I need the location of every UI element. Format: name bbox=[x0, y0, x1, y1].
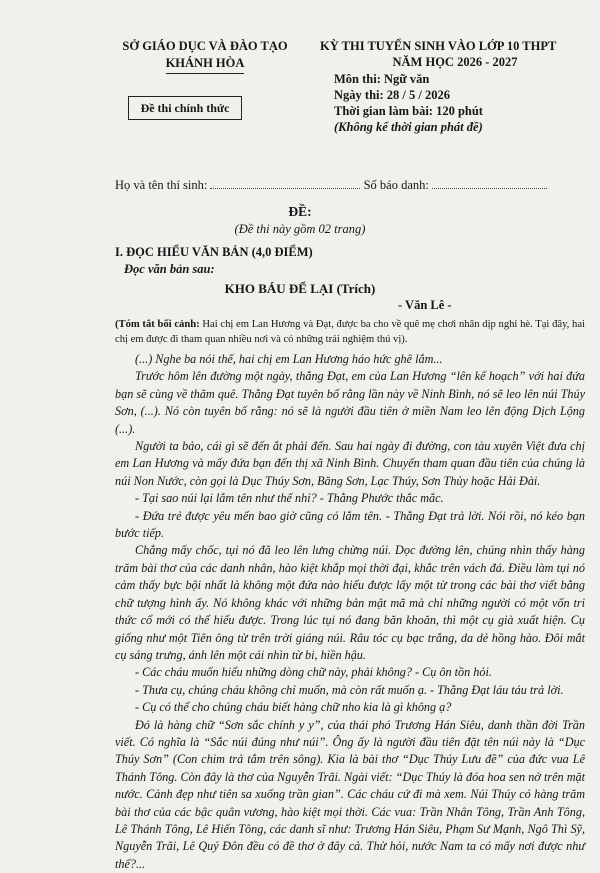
candidate-info-row bbox=[115, 178, 585, 193]
dialogue-line: - Đứa trẻ được yêu mến bao giờ cũng có lắm tên. - Thằng Đạt trả lời. Nói rồi, nó kéo bạn bước tiếp. bbox=[115, 508, 585, 541]
duration-note: (Không kể thời gian phát đề) bbox=[334, 120, 483, 135]
context-text: Hai chị em Lan Hương và Đạt, được ba cho về quê mẹ chơi nhân dịp nghỉ hè. Tại đây, hai chị em được đi tham quan nhiều nơi và có những trải nghiệm thú vị). bbox=[115, 319, 585, 345]
paragraph: Trước hôm lên đường một ngày, thằng Đạt, em của Lan Hương “lên kế hoạch” với hai đứa bạn sẽ cùng về thăm quê. Thằng Đạt tuyên bố rằng lần này về Ninh Bình, nó sẽ leo lên núi Thúy Sơn, (...). Nó còn tuyên bố rằng: nó sẽ là người đầu tiên ở miền Nam leo lên động Dịch Lộng (...). bbox=[115, 369, 585, 436]
dialogue-line: - Cụ có thể cho chúng cháu biết hàng chữ nho kia là gì không ạ? bbox=[135, 700, 452, 715]
exam-name: KỲ THI TUYỂN SINH VÀO LỚP 10 THPT bbox=[320, 39, 557, 53]
paragraph: Người ta bảo, cái gì sẽ đến ắt phải đến. Sau hai ngày đi đường, con tàu xuyên Việt đưa chị em Lan Hương và mấy đứa bạn đến thị xã Ninh Bình. Chuyến tham quan đầu tiên của chúng là núi Non Nước, còn gọi là Dục Thúy Sơn, Băng Sơn, Lạc Thúy, Sơn Thủy hoặc Hải Đài. bbox=[115, 439, 585, 488]
candidate-name-field[interactable] bbox=[210, 178, 360, 189]
read-instruction: Đọc văn bản sau: bbox=[124, 262, 215, 276]
exam-info bbox=[320, 38, 590, 136]
dialogue-line: - Tại sao núi lại lắm tên như thế nhỉ? - Thằng Phước thắc mắc. bbox=[135, 491, 444, 506]
passage bbox=[115, 318, 585, 873]
section-heading: I. ĐỌC HIỂU VĂN BẢN (4,0 ĐIỂM) bbox=[115, 245, 313, 259]
department-name: SỞ GIÁO DỤC VÀ ĐÀO TẠO bbox=[122, 39, 288, 53]
context-summary bbox=[115, 318, 585, 347]
paragraph: Đó là hàng chữ “Sơn sắc chính y y”, của thái phó Trương Hán Siêu, danh thần đời Trần viết. Có nghĩa là “Sắc núi đúng như núi”. Ông ấy là người đầu tiên đặt tên núi này là “Dục Thúy Sơn” (Con chim trả tắm trên sông). Kia là bài thơ “Dục Thúy Lưu đề” của đức vua Lê Thánh Tông. Còn đây là thơ của Nguyễn Trãi. Ngài viết: “Dục Thúy là đóa hoa sen nở trên mặt nước. Cảnh đẹp như tiên sa xuống trần gian”. Các cháu cứ đi mà xem. Núi Thúy có hàng trăm bài thơ của các bậc quân vương, hào kiệt mọi thời. Các vua: Trần Nhân Tông, Trần Anh Tông, Lê Thánh Tông, Lê Hiến Tông, các danh sĩ như: Trương Hán Siêu, Phạm Sư Mạnh, Ngô Thì Sỹ, Nguyễn Trãi, Lê Quý Đôn đều có đề thơ ở đây cả. Thử hỏi, nước Nam ta có mấy nơi được như thế?... bbox=[115, 717, 585, 871]
context-label: (Tóm tắt bối cảnh: bbox=[115, 319, 200, 330]
story-author: - Văn Lê - bbox=[398, 298, 452, 312]
issuing-authority bbox=[100, 38, 310, 74]
school-year: NĂM HỌC 2026 - 2027 bbox=[392, 55, 518, 70]
dialogue-line: - Các cháu muốn hiểu những dòng chữ này, phải không? - Cụ ôn tồn hỏi. bbox=[135, 665, 492, 680]
duration: Thời gian làm bài: 120 phút bbox=[334, 104, 483, 119]
exam-date: Ngày thi: 28 / 5 / 2026 bbox=[334, 87, 450, 102]
story-title: KHO BÁU ĐỂ LẠI (Trích) bbox=[224, 281, 376, 296]
candidate-number-field[interactable] bbox=[432, 178, 547, 189]
official-exam-box: Đề thi chính thức bbox=[128, 96, 242, 120]
dialogue-line: - Thưa cụ, chúng cháu không chỉ muốn, mà còn rất muốn ạ. - Thằng Đạt láu táu trả lời. bbox=[135, 682, 564, 697]
subject: Môn thi: Ngữ văn bbox=[334, 71, 430, 86]
paragraph: (...) Nghe ba nói thế, hai chị em Lan Hương háo hức ghê lắm... bbox=[135, 352, 443, 366]
exam-heading: ĐỀ: bbox=[288, 204, 312, 219]
candidate-name-label: Họ và tên thí sinh: bbox=[115, 178, 208, 192]
pages-note: (Đề thi này gồm 02 trang) bbox=[234, 222, 366, 236]
candidate-number-label: Số báo danh: bbox=[363, 178, 429, 192]
paragraph: Chẳng mấy chốc, tụi nó đã leo lên lưng chừng núi. Dọc đường lên, chúng nhìn thấy hàng trăm bài thơ của các danh nhân, hào kiệt khắp mọi thời đại, khắc trên vách đá. Điều làm tụi nó cảm thấy bực bội nhất là không một đứa nào hiểu được lấy một từ trong các bài thơ viết bằng chữ tượng hình ấy. Nó không khác với những bản mật mã mà chỉ những người có một vốn tri thức cổ mới có thể hiểu được. Trong lúc tụi nó đang băn khoăn, thì một cụ già xuất hiện. Cụ giống như một Tiên ông từ trên trời giáng núi. Râu tóc cụ bạc trắng, da dẻ hồng hào. Đôi mắt cụ sáng trưng, ánh lên một cái nhìn từ bi, hiền hậu. bbox=[115, 543, 585, 662]
province-name: KHÁNH HÒA bbox=[166, 55, 245, 74]
